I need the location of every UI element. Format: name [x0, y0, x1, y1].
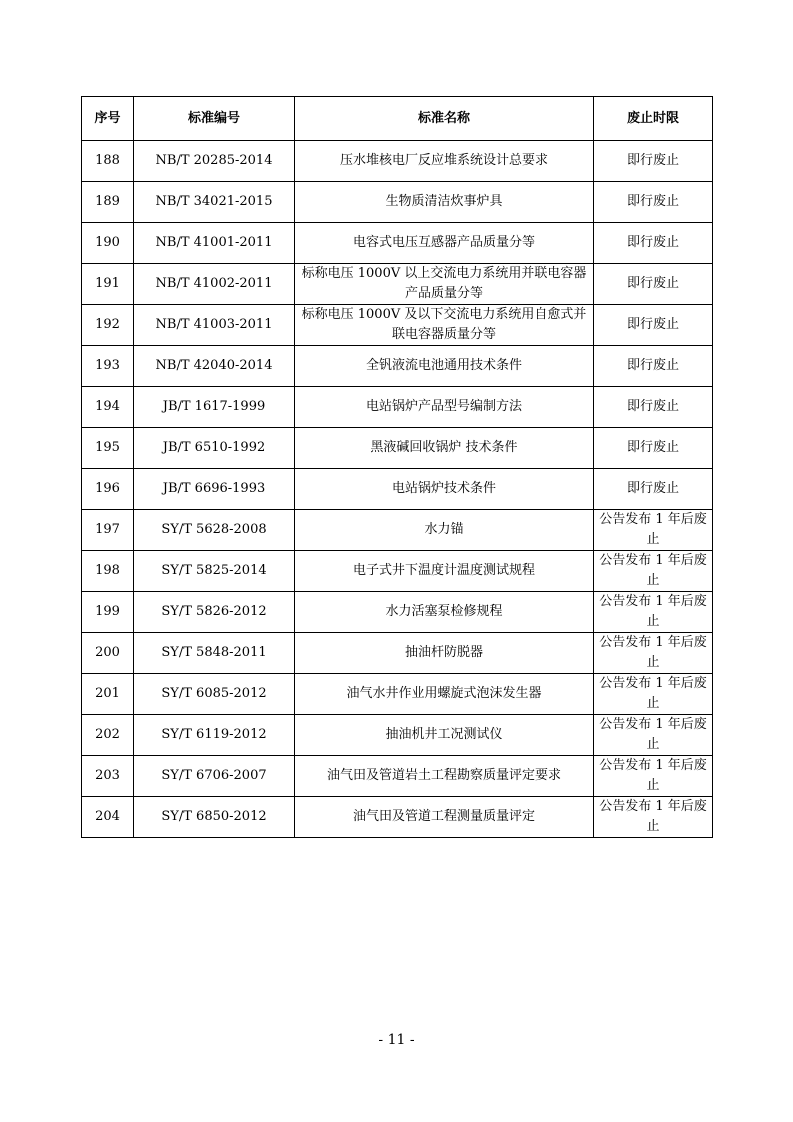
standard-code-cell: SY/T 6085-2012: [134, 674, 295, 715]
table-row: [82, 469, 713, 510]
abolish-deadline-cell: 公告发布 1 年后废止: [594, 756, 713, 797]
serial-number-cell: 194: [82, 387, 134, 428]
standard-name-cell: 标称电压 1000V 及以下交流电力系统用自愈式并联电容器质量分等: [295, 305, 594, 346]
abolish-deadline-cell: 即行废止: [594, 469, 713, 510]
header-standard-code: 标准编号: [134, 97, 295, 141]
serial-number-cell: 197: [82, 510, 134, 551]
standard-name-cell: 油气田及管道岩土工程勘察质量评定要求: [295, 756, 594, 797]
table-body: [82, 141, 713, 838]
standard-name-cell: 电站锅炉技术条件: [295, 469, 594, 510]
abolish-deadline-cell: 公告发布 1 年后废止: [594, 551, 713, 592]
standard-code-cell: SY/T 6706-2007: [134, 756, 295, 797]
standard-name-cell: 抽油杆防脱器: [295, 633, 594, 674]
serial-number-cell: 198: [82, 551, 134, 592]
serial-number-cell: 191: [82, 264, 134, 305]
abolish-deadline-cell: 即行废止: [594, 305, 713, 346]
table-row: [82, 551, 713, 592]
abolish-deadline-cell: 公告发布 1 年后废止: [594, 715, 713, 756]
serial-number-cell: 193: [82, 346, 134, 387]
table-row: [82, 756, 713, 797]
serial-number-cell: 204: [82, 797, 134, 838]
standard-name-cell: 水力活塞泵检修规程: [295, 592, 594, 633]
standards-table: [81, 96, 713, 838]
standard-code-cell: JB/T 1617-1999: [134, 387, 295, 428]
table-row: [82, 674, 713, 715]
standard-name-cell: 电站锅炉产品型号编制方法: [295, 387, 594, 428]
abolish-deadline-cell: 即行废止: [594, 387, 713, 428]
standard-name-cell: 抽油机井工况测试仪: [295, 715, 594, 756]
page-number: - 11 -: [378, 1032, 415, 1048]
standard-code-cell: NB/T 34021-2015: [134, 182, 295, 223]
serial-number-cell: 201: [82, 674, 134, 715]
serial-number-cell: 200: [82, 633, 134, 674]
header-abolish-deadline: 废止时限: [594, 97, 713, 141]
table-row: [82, 387, 713, 428]
standard-code-cell: SY/T 5826-2012: [134, 592, 295, 633]
serial-number-cell: 202: [82, 715, 134, 756]
serial-number-cell: 190: [82, 223, 134, 264]
standard-name-cell: 电子式井下温度计温度测试规程: [295, 551, 594, 592]
standard-name-cell: 标称电压 1000V 以上交流电力系统用并联电容器产品质量分等: [295, 264, 594, 305]
table-row: [82, 510, 713, 551]
abolish-deadline-cell: 即行废止: [594, 182, 713, 223]
standard-code-cell: SY/T 6850-2012: [134, 797, 295, 838]
table-row: [82, 182, 713, 223]
header-standard-name: 标准名称: [295, 97, 594, 141]
standard-name-cell: 电容式电压互感器产品质量分等: [295, 223, 594, 264]
table-row: [82, 305, 713, 346]
abolish-deadline-cell: 公告发布 1 年后废止: [594, 674, 713, 715]
serial-number-cell: 189: [82, 182, 134, 223]
abolish-deadline-cell: 公告发布 1 年后废止: [594, 633, 713, 674]
standard-code-cell: NB/T 41003-2011: [134, 305, 295, 346]
serial-number-cell: 199: [82, 592, 134, 633]
standard-name-cell: 黑液碱回收锅炉 技术条件: [295, 428, 594, 469]
table-row: [82, 715, 713, 756]
serial-number-cell: 188: [82, 141, 134, 182]
serial-number-cell: 195: [82, 428, 134, 469]
table-header-row: [82, 97, 713, 141]
standard-code-cell: SY/T 6119-2012: [134, 715, 295, 756]
standard-name-cell: 生物质清洁炊事炉具: [295, 182, 594, 223]
table-row: [82, 428, 713, 469]
table-row: [82, 223, 713, 264]
standard-name-cell: 全钒液流电池通用技术条件: [295, 346, 594, 387]
table-row: [82, 797, 713, 838]
abolish-deadline-cell: 即行废止: [594, 141, 713, 182]
table-row: [82, 592, 713, 633]
table-row: [82, 264, 713, 305]
serial-number-cell: 203: [82, 756, 134, 797]
standard-code-cell: SY/T 5825-2014: [134, 551, 295, 592]
standard-code-cell: NB/T 41001-2011: [134, 223, 295, 264]
serial-number-cell: 196: [82, 469, 134, 510]
abolish-deadline-cell: 即行废止: [594, 223, 713, 264]
abolish-deadline-cell: 即行废止: [594, 346, 713, 387]
standard-name-cell: 压水堆核电厂反应堆系统设计总要求: [295, 141, 594, 182]
table-row: [82, 633, 713, 674]
standard-name-cell: 油气水井作业用螺旋式泡沫发生器: [295, 674, 594, 715]
serial-number-cell: 192: [82, 305, 134, 346]
standard-name-cell: 水力锚: [295, 510, 594, 551]
abolish-deadline-cell: 公告发布 1 年后废止: [594, 592, 713, 633]
standard-code-cell: SY/T 5848-2011: [134, 633, 295, 674]
standard-code-cell: NB/T 20285-2014: [134, 141, 295, 182]
abolish-deadline-cell: 公告发布 1 年后废止: [594, 797, 713, 838]
table-row: [82, 346, 713, 387]
header-serial-number: 序号: [82, 97, 134, 141]
standard-code-cell: NB/T 42040-2014: [134, 346, 295, 387]
abolish-deadline-cell: 即行废止: [594, 428, 713, 469]
standard-code-cell: JB/T 6696-1993: [134, 469, 295, 510]
standard-code-cell: NB/T 41002-2011: [134, 264, 295, 305]
abolish-deadline-cell: 即行废止: [594, 264, 713, 305]
table-row: [82, 141, 713, 182]
abolish-deadline-cell: 公告发布 1 年后废止: [594, 510, 713, 551]
standard-code-cell: JB/T 6510-1992: [134, 428, 295, 469]
standard-name-cell: 油气田及管道工程测量质量评定: [295, 797, 594, 838]
standard-code-cell: SY/T 5628-2008: [134, 510, 295, 551]
